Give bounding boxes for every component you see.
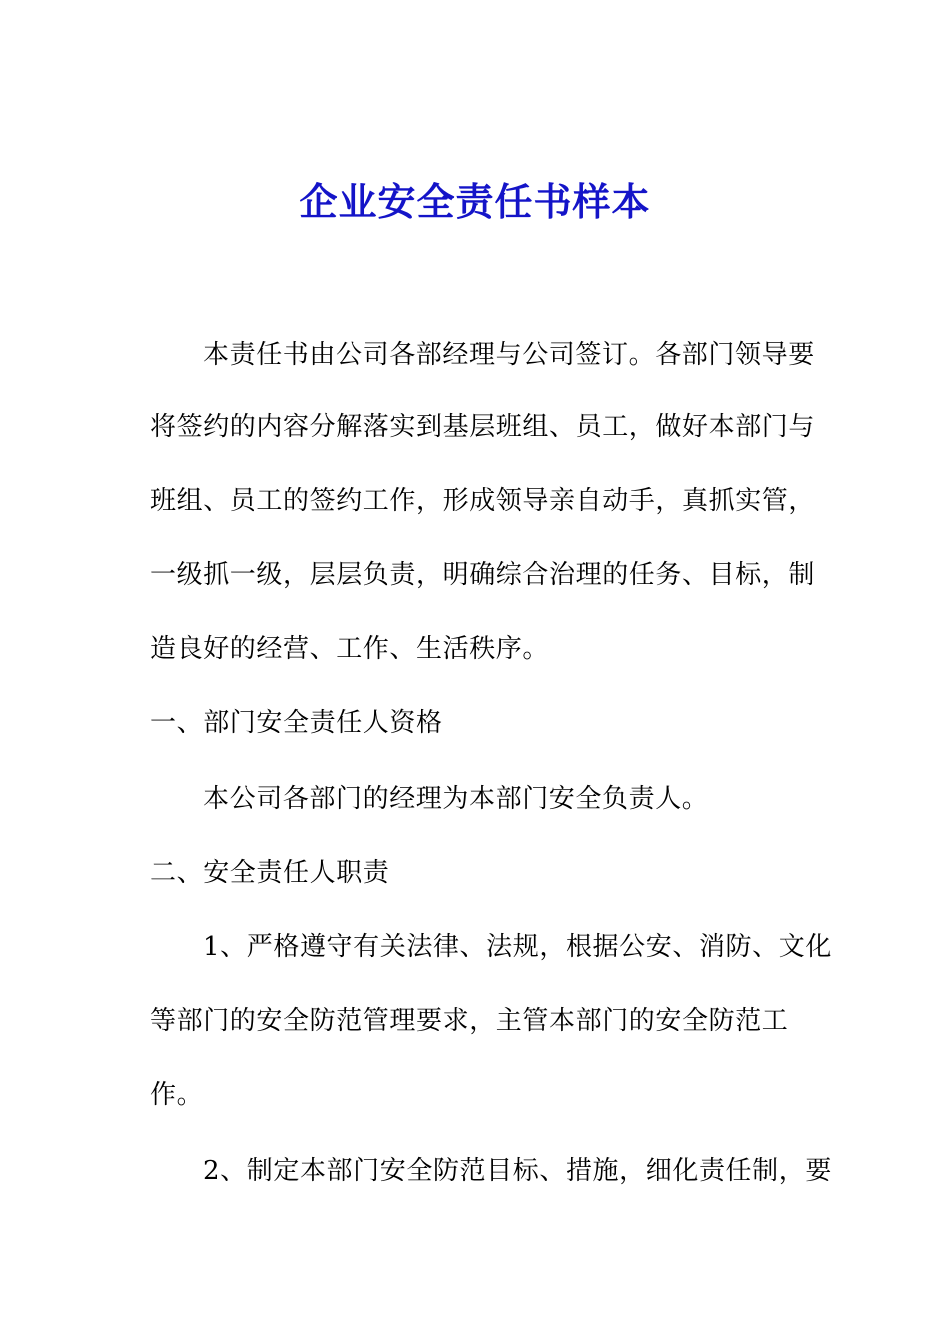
- section-heading: 二、安全责任人职责: [150, 858, 390, 888]
- paragraph-line: 一级抓一级，层层负责，明确综合治理的任务、目标，制: [150, 560, 816, 590]
- paragraph-line: 本责任书由公司各部经理与公司签订。各部门领导要: [203, 340, 815, 370]
- paragraph-line: 班组、员工的签约工作，形成领导亲自动手，真抓实管，: [150, 486, 816, 516]
- paragraph-line: 造良好的经营、工作、生活秩序。: [150, 634, 550, 664]
- paragraph-line: 1、严格遵守有关法律、法规，根据公安、消防、文化: [203, 932, 832, 962]
- paragraph-line: 2、制定本部门安全防范目标、措施，细化责任制，要: [203, 1156, 832, 1186]
- paragraph-line: 将签约的内容分解落实到基层班组、员工，做好本部门与: [150, 412, 816, 442]
- paragraph-line: 本公司各部门的经理为本部门安全负责人。: [203, 784, 709, 814]
- paragraph-line: 作。: [150, 1080, 204, 1110]
- document-title: 企业安全责任书样本: [299, 179, 651, 224]
- paragraph-line: 等部门的安全防范管理要求，主管本部门的安全防范工: [150, 1006, 789, 1036]
- section-heading: 一、部门安全责任人资格: [150, 708, 443, 738]
